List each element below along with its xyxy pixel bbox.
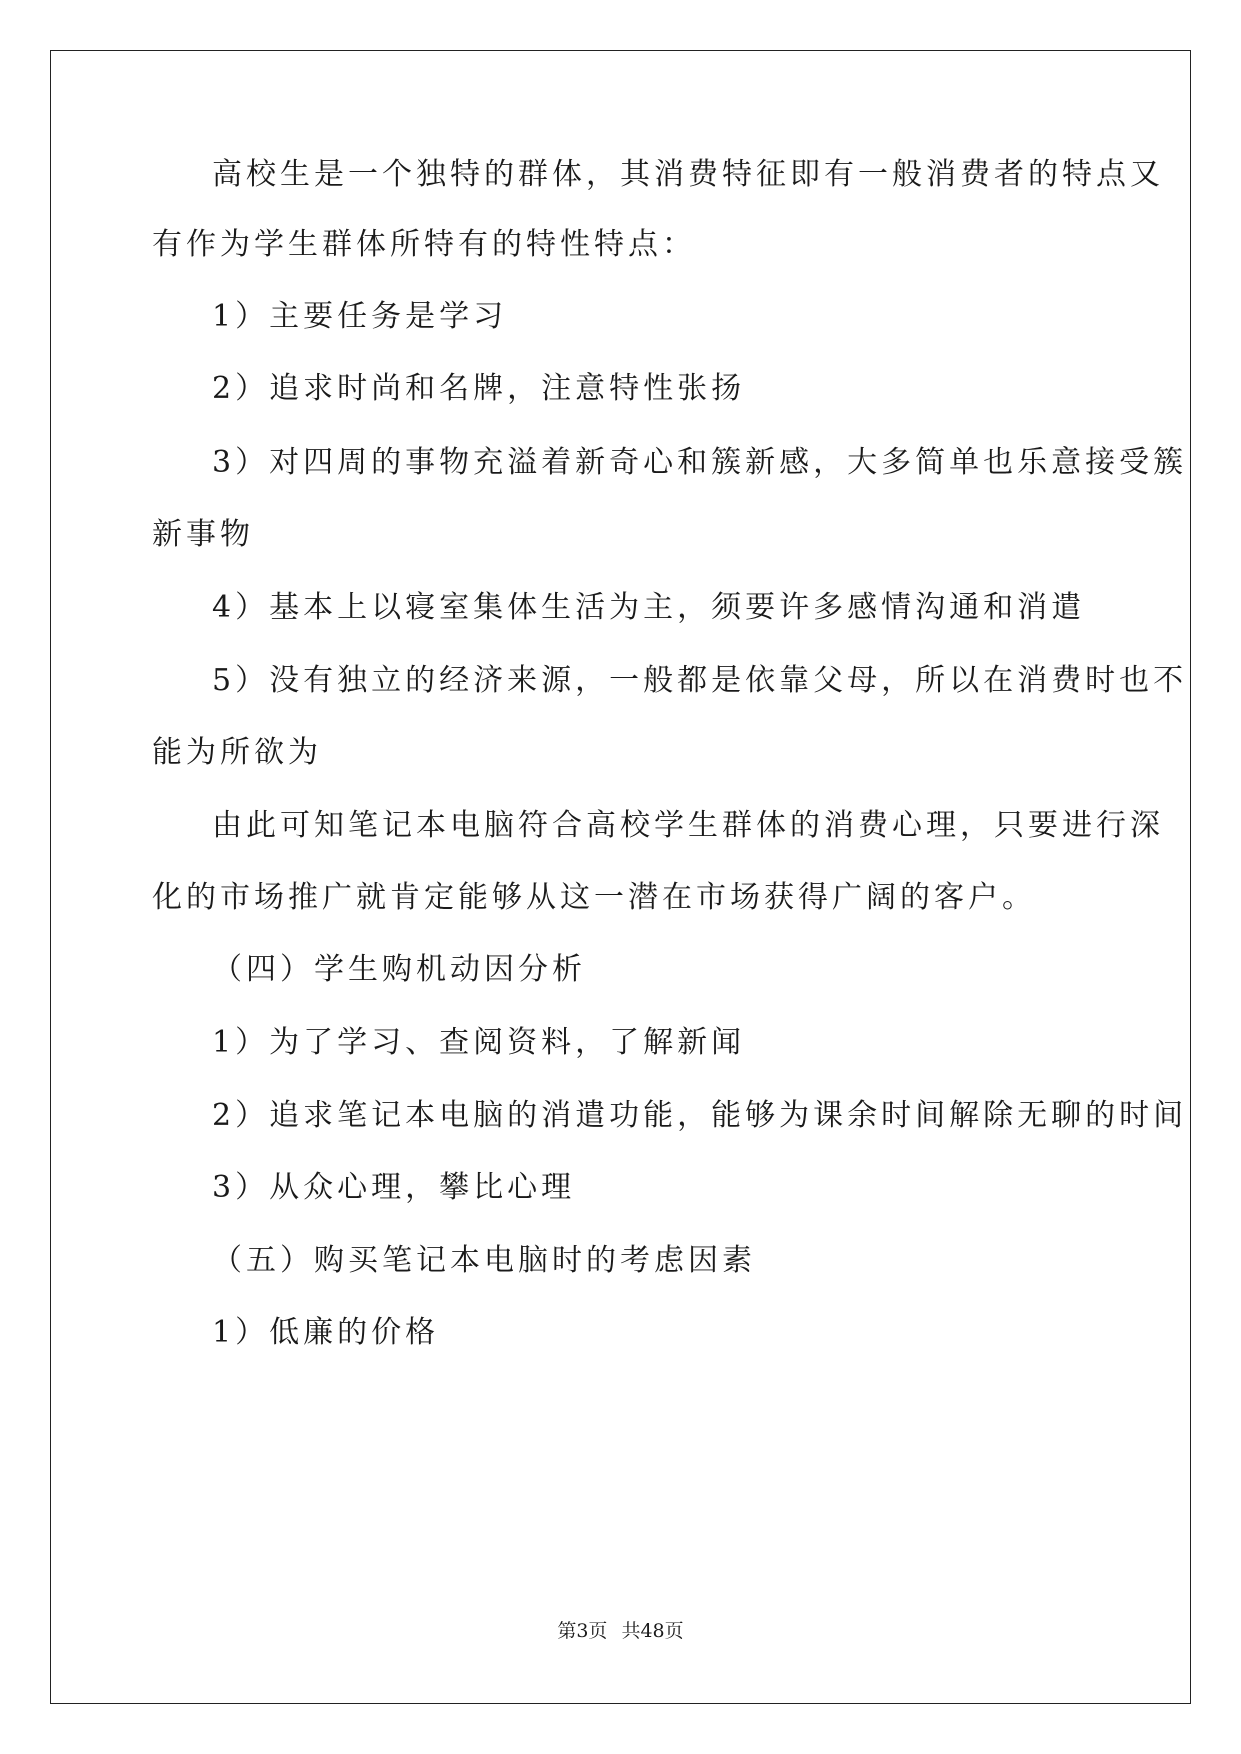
list-item: 2）追求时尚和名牌，注意特性张扬 bbox=[212, 371, 746, 406]
list-item: 2）追求笔记本电脑的消遣功能，能够为课余时间解除无聊的时间 bbox=[212, 1098, 1188, 1133]
paragraph-line: 有作为学生群体所特有的特性特点： bbox=[152, 227, 696, 262]
page-footer bbox=[0, 1616, 1241, 1643]
page-total: 共48页 bbox=[621, 1620, 684, 1642]
section-heading: （四）学生购机动因分析 bbox=[212, 952, 586, 987]
paragraph-line: 化的市场推广就肯定能够从这一潜在市场获得广阔的客户。 bbox=[152, 880, 1036, 915]
section-heading: （五）购买笔记本电脑时的考虑因素 bbox=[212, 1243, 756, 1278]
paragraph-line: 新事物 bbox=[152, 517, 254, 552]
list-item: 1）主要任务是学习 bbox=[212, 299, 508, 334]
page-number: 第3页 bbox=[557, 1620, 608, 1642]
paragraph-line: 高校生是一个独特的群体，其消费特征即有一般消费者的特点又 bbox=[212, 157, 1164, 192]
list-item: 3）对四周的事物充溢着新奇心和簇新感，大多简单也乐意接受簇 bbox=[212, 445, 1188, 480]
paragraph-line: 由此可知笔记本电脑符合高校学生群体的消费心理，只要进行深 bbox=[212, 808, 1164, 843]
list-item: 1）低廉的价格 bbox=[212, 1315, 440, 1350]
list-item: 4）基本上以寝室集体生活为主，须要许多感情沟通和消遣 bbox=[212, 590, 1086, 625]
paragraph-line: 能为所欲为 bbox=[152, 735, 322, 770]
list-item: 1）为了学习、查阅资料，了解新闻 bbox=[212, 1025, 746, 1060]
list-item: 3）从众心理，攀比心理 bbox=[212, 1170, 576, 1205]
list-item: 5）没有独立的经济来源，一般都是依靠父母，所以在消费时也不 bbox=[212, 663, 1188, 698]
